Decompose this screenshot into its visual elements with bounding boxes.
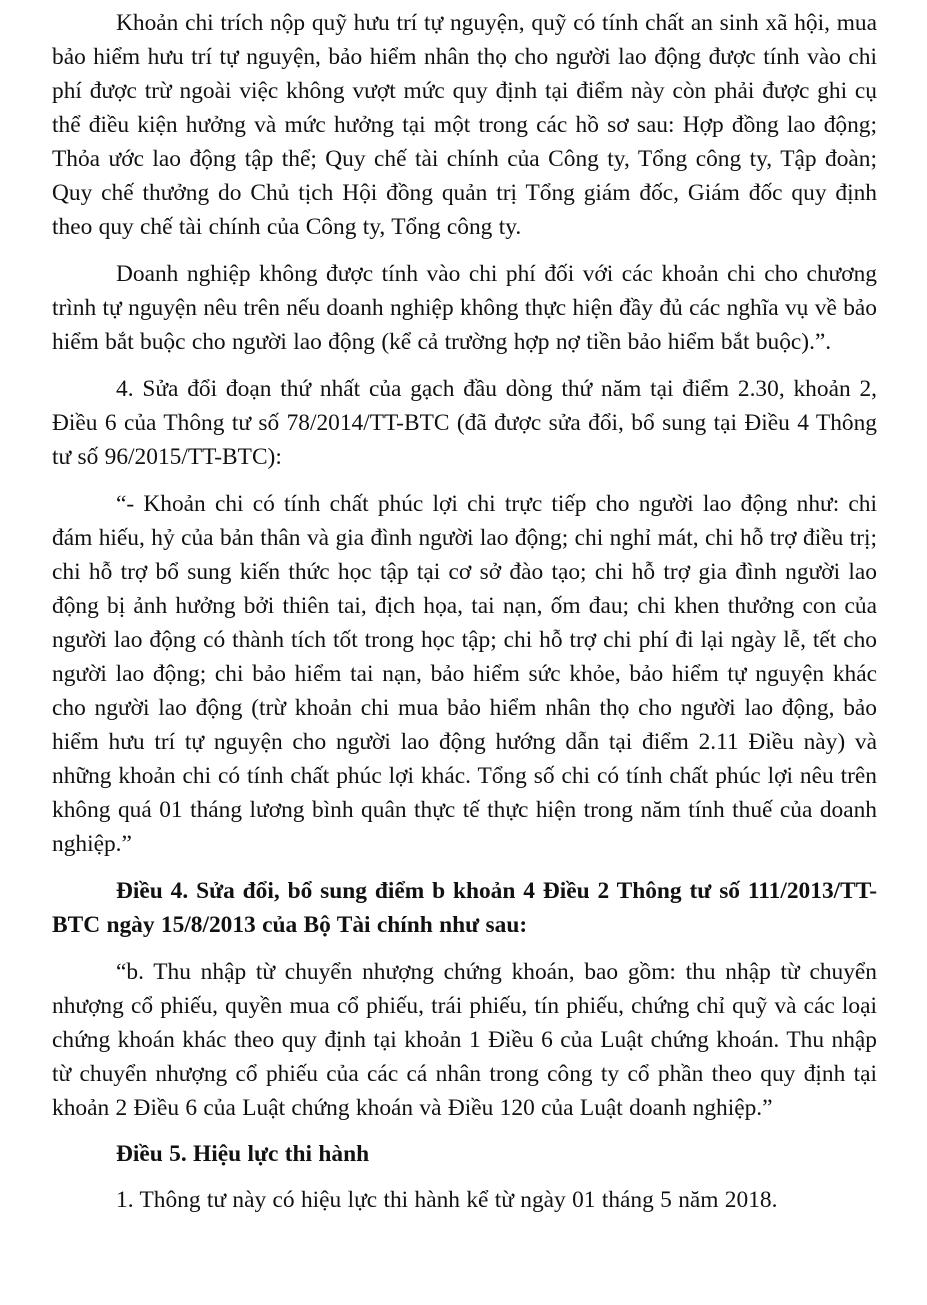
paragraph-securities-income-quote: “b. Thu nhập từ chuyển nhượng chứng khoán, bao gồm: thu nhập từ chuyển nhượng cổ phiếu, quyền mua cổ phiếu, trái phiếu, tín phiếu, chứng chỉ quỹ và các loại chứng khoán khác theo quy định tại khoản 1 Điều 6 của Luật chứng khoán. Thu nhập từ chuyển nhượng cổ phiếu của các cá nhân trong công ty cổ phần theo quy định tại khoản 2 Điều 6 của Luật chứng khoán và Điều 120 của Luật doanh nghiệp.” — [52, 959, 877, 1121]
paragraph-voluntary-pension-expense: Khoản chi trích nộp quỹ hưu trí tự nguyện, quỹ có tính chất an sinh xã hội, mua bảo hiểm hưu trí tự nguyện, bảo hiểm nhân thọ cho người lao động được tính vào chi phí được trừ ngoài việc không vượt mức quy định tại điểm này còn phải được ghi cụ thể điều kiện hưởng và mức hưởng tại một trong các hồ sơ sau: Hợp đồng lao động; Thỏa ước lao động tập thể; Quy chế tài chính của Công ty, Tổng công ty, Tập đoàn; Quy chế thưởng do Chủ tịch Hội đồng quản trị Tổng giám đốc, Giám đốc quy định theo quy chế tài chính của Công ty, Tổng công ty. — [52, 10, 877, 240]
paragraph-effective-date: 1. Thông tư này có hiệu lực thi hành kể từ ngày 01 tháng 5 năm 2018. — [116, 1187, 778, 1213]
article-5-heading: Điều 5. Hiệu lực thi hành — [116, 1141, 370, 1167]
paragraph-non-deductible-expense: Doanh nghiệp không được tính vào chi phí đối với các khoản chi cho chương trình tự nguyện nêu trên nếu doanh nghiệp không thực hiện đầy đủ các nghĩa vụ về bảo hiểm bắt buộc cho người lao động (kể cả trường hợp nợ tiền bảo hiểm bắt buộc).”. — [52, 261, 877, 355]
paragraph-amendment-item-4: 4. Sửa đổi đoạn thứ nhất của gạch đầu dòng thứ năm tại điểm 2.30, khoản 2, Điều 6 của Thông tư số 78/2014/TT-BTC (đã được sửa đổi, bổ sung tại Điều 4 Thông tư số 96/2015/TT-BTC): — [52, 376, 877, 470]
article-4-heading: Điều 4. Sửa đổi, bổ sung điểm b khoản 4 Điều 2 Thông tư số 111/2013/TT-BTC ngày 15/8/2013 của Bộ Tài chính như sau: — [52, 878, 877, 938]
paragraph-welfare-expense-quote: “- Khoản chi có tính chất phúc lợi chi trực tiếp cho người lao động như: chi đám hiếu, hỷ của bản thân và gia đình người lao động; chi nghỉ mát, chi hỗ trợ điều trị; chi hỗ trợ bổ sung kiến thức học tập tại cơ sở đào tạo; chi hỗ trợ gia đình người lao động bị ảnh hưởng bởi thiên tai, địch họa, tai nạn, ốm đau; chi khen thưởng con của người lao động có thành tích tốt trong học tập; chi hỗ trợ chi phí đi lại ngày lễ, tết cho người lao động; chi bảo hiểm tai nạn, bảo hiểm sức khỏe, bảo hiểm tự nguyện khác cho người lao động (trừ khoản chi mua bảo hiểm nhân thọ cho người lao động, bảo hiểm hưu trí tự nguyện cho người lao động hướng dẫn tại điểm 2.11 Điều này) và những khoản chi có tính chất phúc lợi khác. Tổng số chi có tính chất phúc lợi nêu trên không quá 01 tháng lương bình quân thực tế thực hiện trong năm tính thuế của doanh nghiệp.” — [52, 491, 877, 857]
